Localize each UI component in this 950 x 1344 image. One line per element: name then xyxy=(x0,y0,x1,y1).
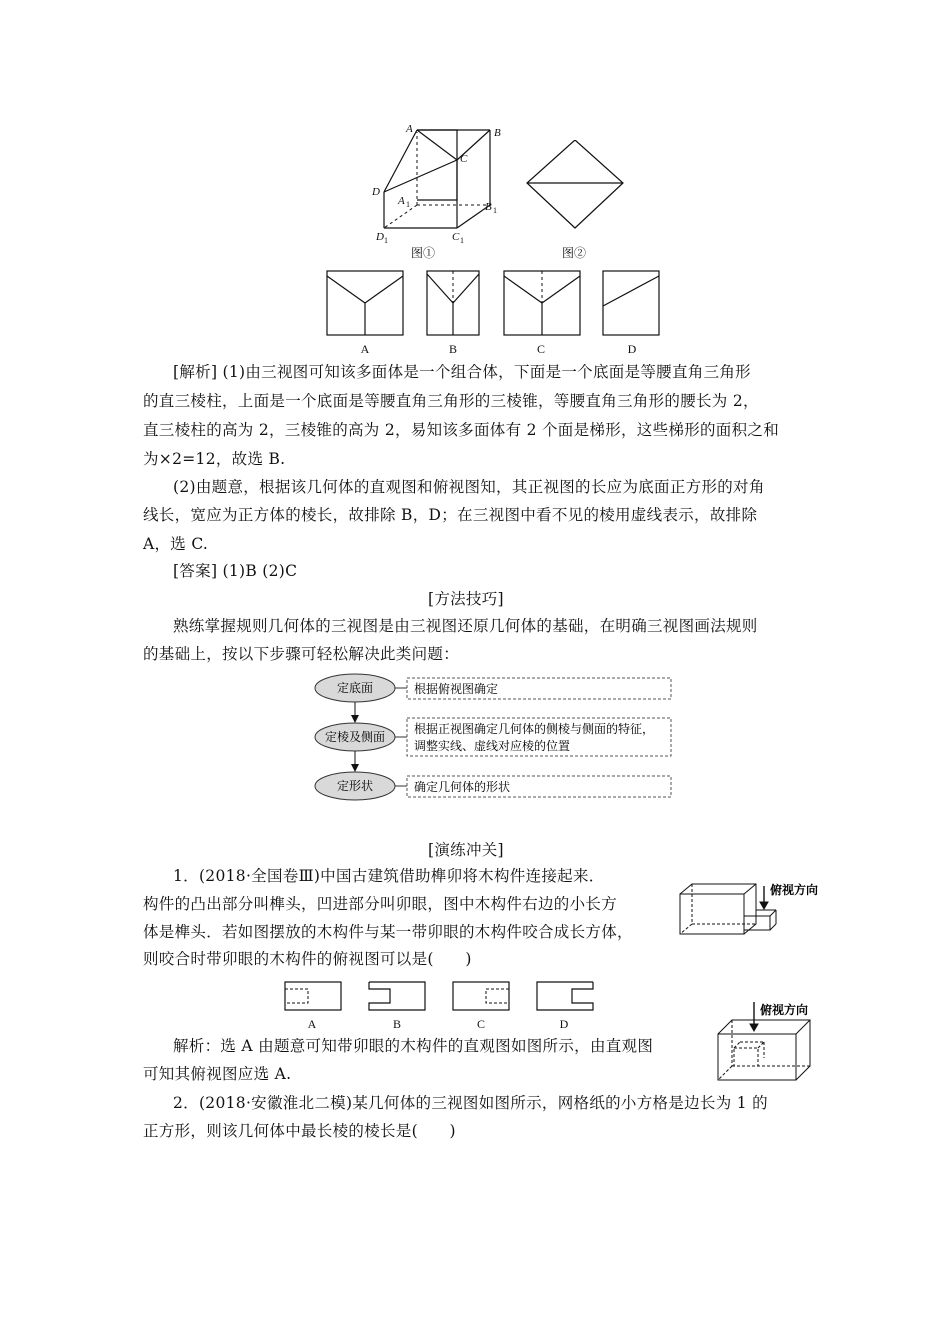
q1-option-label-D: D xyxy=(559,1017,569,1031)
svg-text:1: 1 xyxy=(406,200,410,209)
svg-text:1: 1 xyxy=(460,236,464,245)
solution-line-1: [解析] (1)由三视图可知该多面体是一个组合体，下面是一个底面是等腰直角三角形 xyxy=(173,363,751,381)
q1-option-label-C: C xyxy=(476,1017,485,1031)
fig1-caption: 图① xyxy=(410,246,435,260)
flow-desc-2-line-2: 调整实线、虚线对应棱的位置 xyxy=(414,739,571,753)
flow-desc-2-line-1: 根据正视图确定几何体的侧棱与侧面的特征， xyxy=(414,722,655,736)
view-direction-label-2: 俯视方向 xyxy=(760,1003,809,1017)
option-label-B: B xyxy=(448,342,457,356)
q1-solution-figure xyxy=(712,1000,822,1086)
flow-step-3: 定形状 xyxy=(336,779,374,793)
q2-line-1: 2．(2018·安徽淮北二模)某几何体的三视图如图所示，网格纸的小方格是边长为 1 的 xyxy=(173,1094,768,1112)
solution-line-2: 的直三棱柱，上面是一个底面是等腰直角三角形的三棱锥，等腰直角三角形的腰长为 2， xyxy=(143,392,759,410)
q1-option-view-A xyxy=(284,981,344,1013)
view-direction-label: 俯视方向 xyxy=(770,883,819,897)
q1-line-3: 体是榫头．若如图摆放的木构件与某一带卯眼的木构件咬合成长方体， xyxy=(143,923,633,941)
option-view-D xyxy=(602,270,662,338)
cube-figure xyxy=(360,120,510,260)
vertex-A: A xyxy=(406,123,413,135)
top-view-figure xyxy=(525,140,625,230)
solution-line-7: A，选 C. xyxy=(143,535,209,553)
vertex-B1: B xyxy=(485,201,492,213)
q1-option-label-B: B xyxy=(392,1017,401,1031)
solution-line-4: 为×2=12，故选 B. xyxy=(143,450,286,468)
flow-desc-1: 根据俯视图确定 xyxy=(414,682,499,696)
q1-solution-line-2: 可知其俯视图应选 A. xyxy=(143,1065,292,1083)
option-view-A xyxy=(326,270,406,338)
q1-option-label-A: A xyxy=(307,1017,317,1031)
vertex-C: C xyxy=(460,153,468,165)
solution-line-6: 线长，宽应为正方体的棱长，故排除 B，D；在三视图中看不见的棱用虚线表示，故排除 xyxy=(143,506,758,524)
q1-wood-figure xyxy=(676,878,826,948)
option-label-D: D xyxy=(627,342,637,356)
option-view-C xyxy=(503,270,583,338)
method-line-2: 的基础上，按以下步骤可轻松解决此类问题： xyxy=(143,645,460,663)
practice-heading: [演练冲关] xyxy=(428,841,504,859)
q1-option-view-C xyxy=(452,981,512,1013)
q1-option-view-B xyxy=(368,981,428,1013)
method-heading: [方法技巧] xyxy=(428,590,504,608)
option-label-C: C xyxy=(536,342,545,356)
method-line-1: 熟练掌握规则几何体的三视图是由三视图还原几何体的基础，在明确三视图画法规则 xyxy=(173,617,758,635)
q1-option-view-D xyxy=(536,981,596,1013)
q1-solution-line-1: 解析：选 A 由题意可知带卯眼的木构件的直观图如图所示，由直观图 xyxy=(173,1037,654,1055)
vertex-D: D xyxy=(372,186,380,198)
svg-text:1: 1 xyxy=(384,236,388,245)
option-label-A: A xyxy=(360,342,370,356)
vertex-C1: C xyxy=(452,231,460,243)
solution-line-3: 直三棱柱的高为 2，三棱锥的高为 2，易知该多面体有 2 个面是梯形，这些梯形的面积之和 xyxy=(143,421,779,439)
q1-line-4: 则咬合时带卯眼的木构件的俯视图可以是( ) xyxy=(143,950,472,968)
fig2-caption: 图② xyxy=(561,246,586,260)
vertex-A1: A xyxy=(398,195,405,207)
flow-desc-3: 确定几何体的形状 xyxy=(414,780,511,794)
q2-line-2: 正方形，则该几何体中最长棱的棱长是( ) xyxy=(143,1122,456,1140)
answer-line: [答案] (1)B (2)C xyxy=(173,562,298,580)
q1-line-1: 1．(2018·全国卷Ⅲ)中国古建筑借助榫卯将木构件连接起来． xyxy=(173,867,605,885)
option-view-B xyxy=(426,270,482,338)
flowchart xyxy=(310,672,680,806)
solution-line-5: (2)由题意，根据该几何体的直观图和俯视图知，其正视图的长应为底面正方形的对角 xyxy=(173,478,765,496)
vertex-D1: D xyxy=(376,231,384,243)
svg-text:1: 1 xyxy=(493,206,497,215)
flow-step-1: 定底面 xyxy=(336,681,374,695)
flow-step-2: 定棱及侧面 xyxy=(324,730,386,744)
vertex-B: B xyxy=(494,127,501,139)
q1-line-2: 构件的凸出部分叫榫头，凹进部分叫卯眼，图中木构件右边的小长方 xyxy=(143,895,618,913)
